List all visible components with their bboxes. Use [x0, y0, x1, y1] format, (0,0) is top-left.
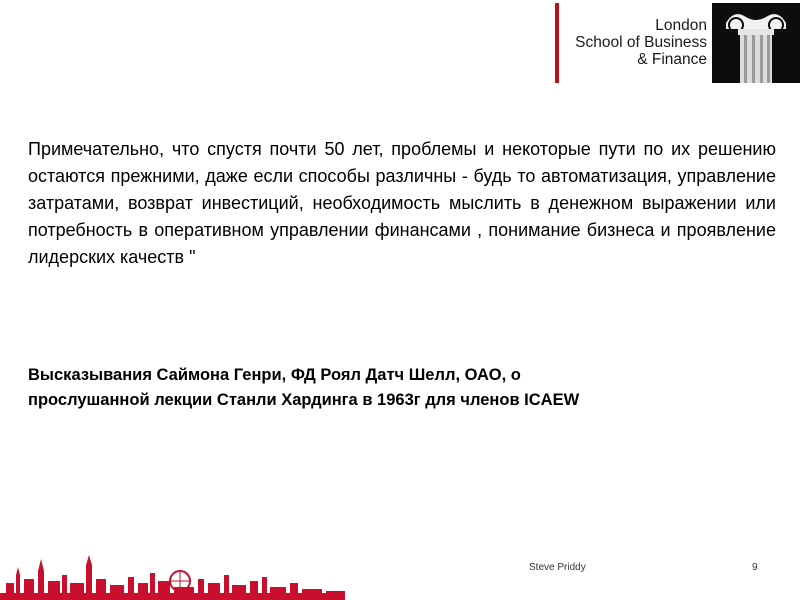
column-capital-icon — [712, 3, 800, 83]
attribution-line-2: прослушанной лекции Станли Хардинга в 1963г для членов ICAEW — [28, 391, 580, 409]
logo-wordmark — [567, 17, 707, 68]
slide-quote: Примечательно, что спустя почти 50 лет, проблемы и некоторые пути по их решению остаются прежними, даже если способы различны - будь то автоматизация, управление затратами, возврат инвестиций, необходимость мыслить в денежном выражении или потребность в оперативном управлении финансами , понимание бизнеса и проявление лидерских качеств " — [28, 139, 776, 267]
logo-line-finance: & Finance — [637, 51, 707, 68]
logo-accent-bar — [555, 3, 559, 83]
quote-attribution — [28, 363, 728, 413]
lsbf-logo — [555, 3, 800, 83]
attribution-line-1: Высказывания Саймона Генри, ФД Роял Датч Шелл, ОАО, о — [28, 366, 521, 384]
footer-author: Steve Priddy — [529, 562, 586, 573]
london-skyline-graphic — [0, 545, 345, 600]
logo-line-london: London — [655, 17, 707, 34]
page-number: 9 — [752, 562, 758, 573]
logo-line-school: School of Business — [575, 34, 707, 51]
